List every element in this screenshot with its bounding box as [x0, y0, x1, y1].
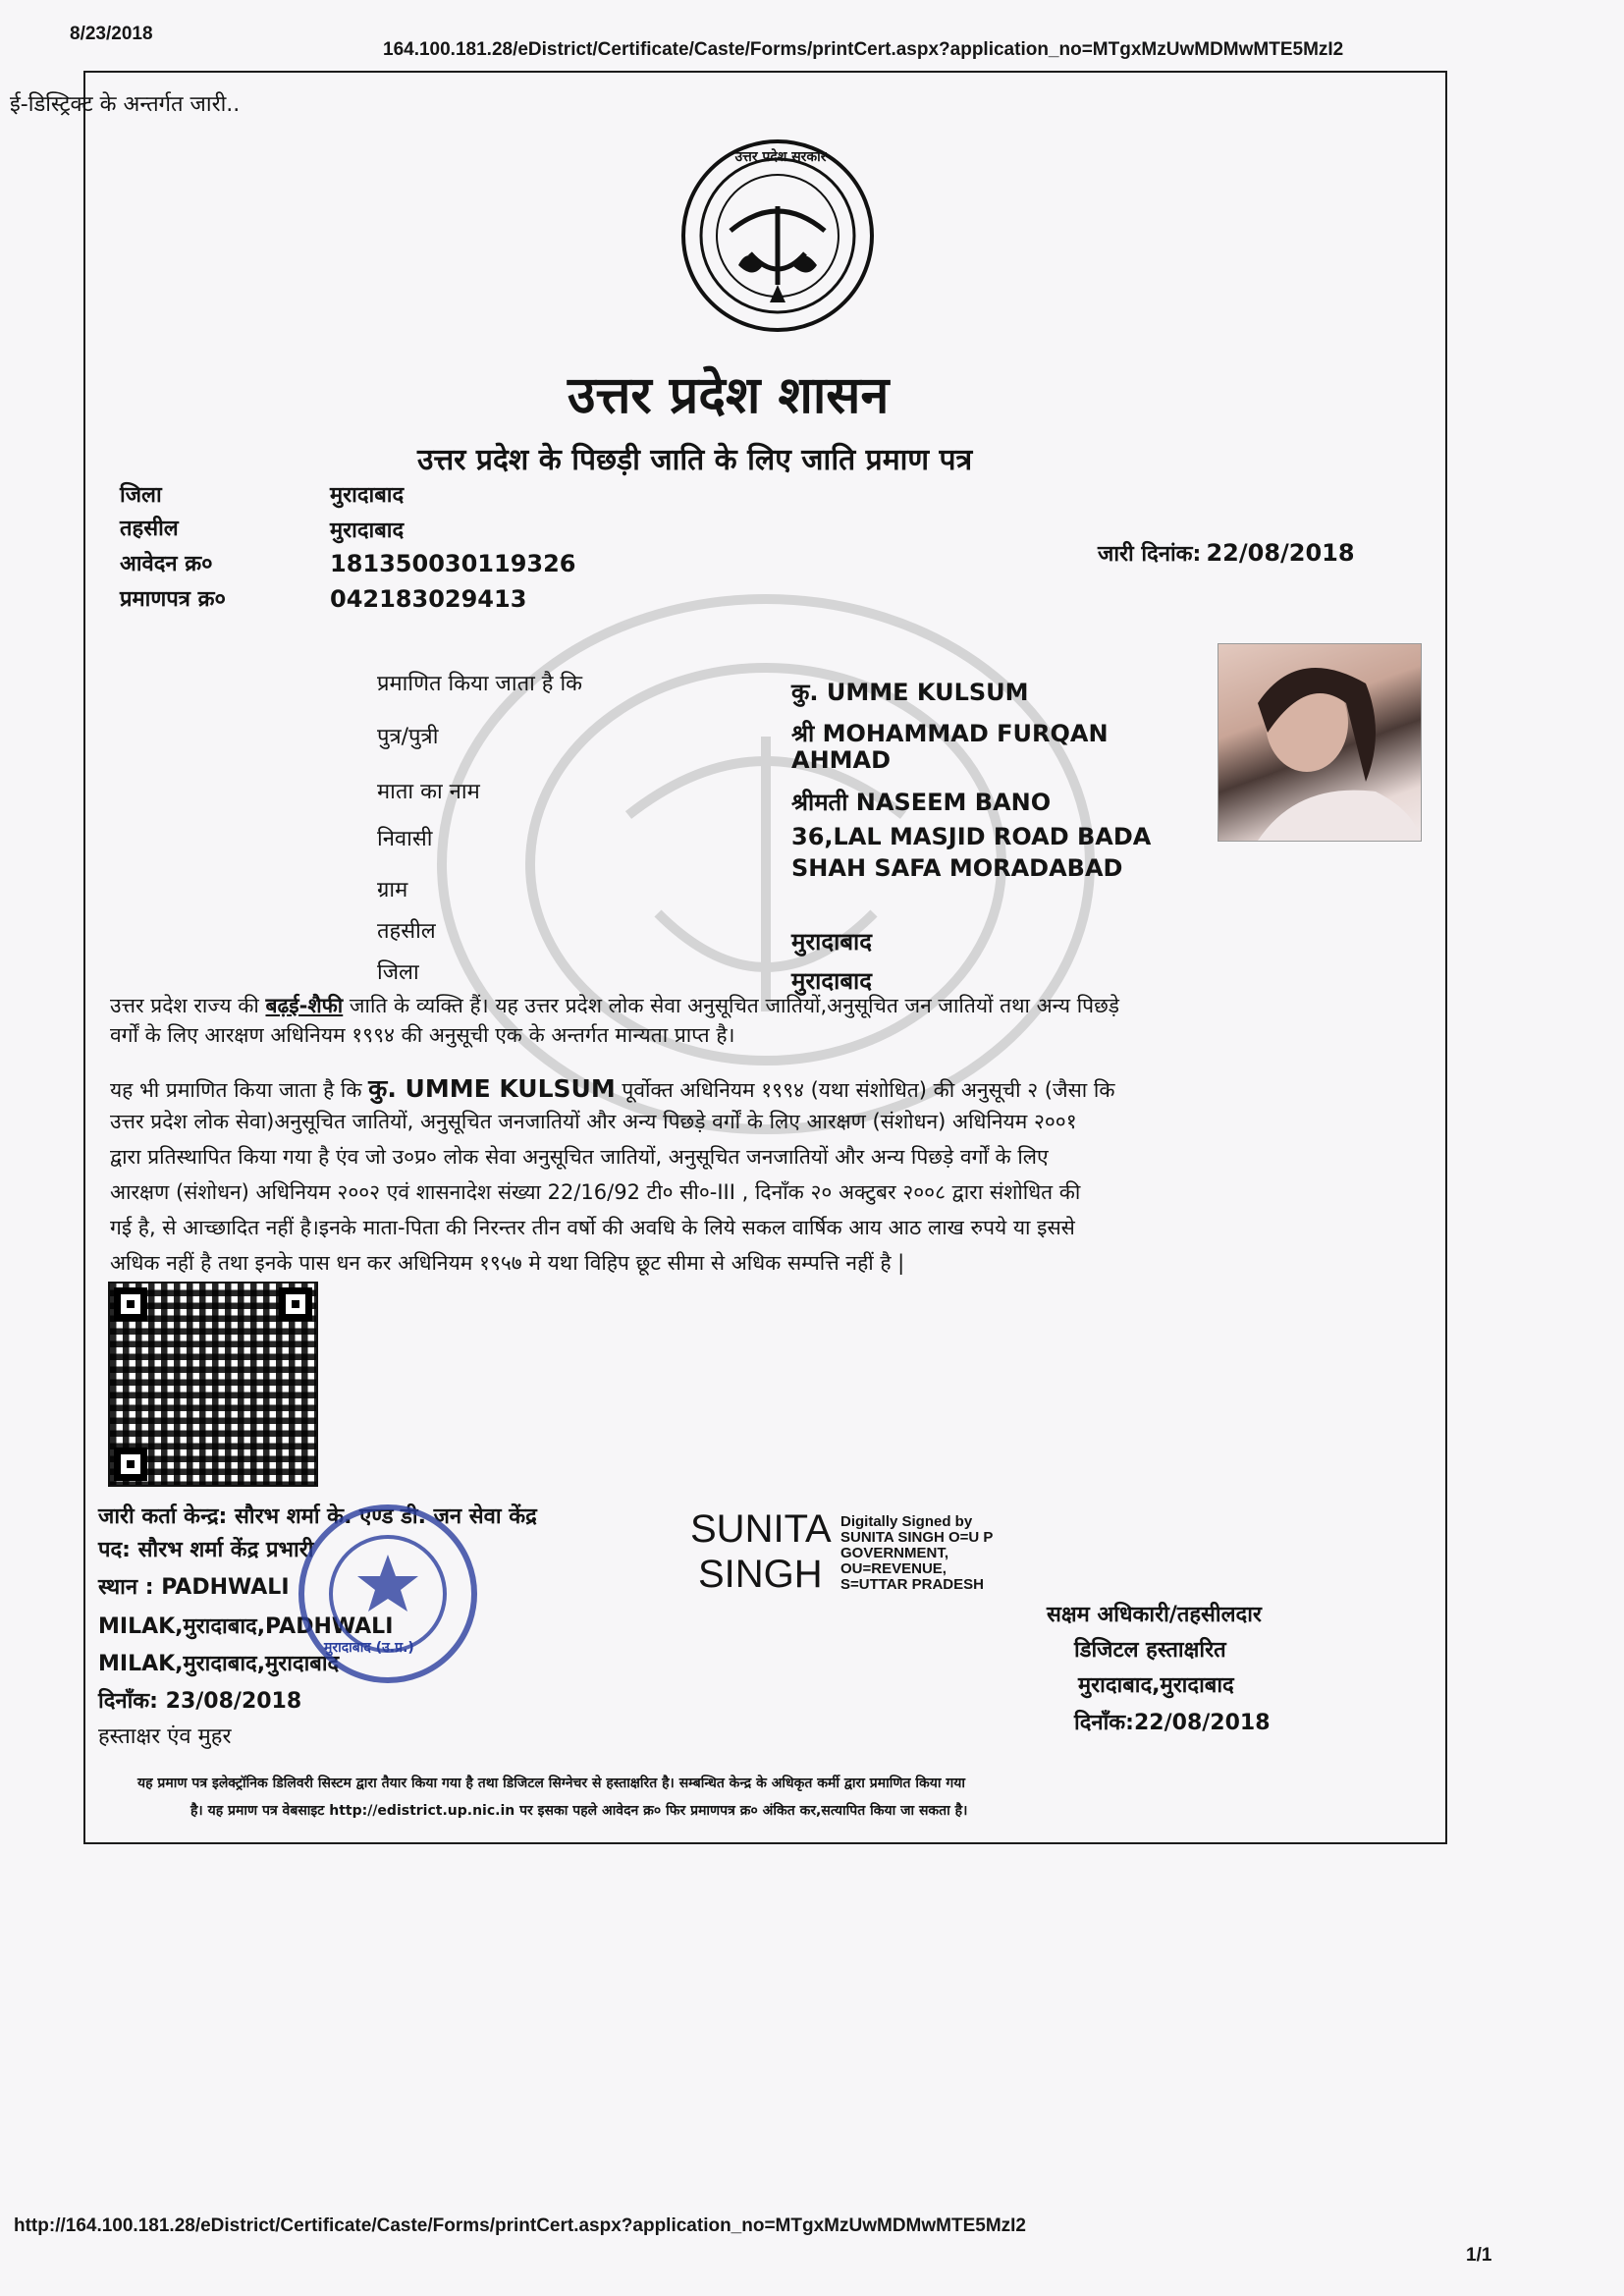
applicant-name: कु. UMME KULSUM	[791, 679, 1029, 706]
certificate-subtitle: उत्तर प्रदेश के पिछड़ी जाति के लिए जाति प्रमाण पत्र	[417, 443, 973, 477]
issued-under: ई-डिस्ट्रिक्ट के अन्तर्गत जारी..	[10, 92, 241, 117]
issue-date	[1098, 538, 1355, 568]
para2-line4: आरक्षण (संशोधन) अधिनियम २००२ एवं शासनादेश संख्या 22/16/92 टी० सी०-III , दिनाँक २० अक्टुबर २००८ द्वारा संशोधित की	[110, 1180, 1081, 1204]
para2-line3: द्वारा प्रतिस्थापित किया गया है एंव जो उ०प्र० लोक सेवा अनुसूचित जातियों, अनुसूचित जनजातियों और अन्य पिछड़े वर्गों के लिए	[110, 1145, 1049, 1169]
dsig-line1: Digitally Signed by	[840, 1513, 973, 1530]
para2-line2: उत्तर प्रदेश लोक सेवा)अनुसूचित जातियों, अनुसूचित जनजातियों और अन्य पिछड़े वर्गों के लिए आरक्षण (संशोधन) अधिनियम २००१	[110, 1110, 1077, 1133]
para2-text-b: पूर्वोक्त अधिनियम १९९४ (यथा संशोधित) की अनुसूची २ (जैसा कि	[615, 1078, 1115, 1102]
print-date: 8/23/2018	[70, 24, 153, 44]
relation-label: पुत्र/पुत्री	[377, 725, 439, 749]
tehsil2-value: मुरादाबाद	[791, 928, 873, 956]
tehsil2-label: तहसील	[377, 919, 436, 944]
authority-line3: मुरादाबाद,मुरादाबाद	[1078, 1673, 1234, 1698]
mother-label: माता का नाम	[377, 780, 480, 804]
digital-signature-block	[840, 1514, 993, 1593]
dsig-line4: OU=REVENUE,	[840, 1560, 947, 1577]
certify-label: प्रमाणित किया जाता है कि	[377, 672, 583, 696]
father-name-line1: श्री MOHAMMAD FURQAN	[791, 720, 1109, 747]
dsig-line3: GOVERNMENT,	[840, 1545, 949, 1561]
emblem-text: उत्तर प्रदेश सरकार	[734, 149, 827, 165]
para1-text-a: उत्तर प्रदेश राज्य की	[110, 994, 266, 1017]
authority-line2: डिजिटल हस्ताक्षरित	[1074, 1638, 1226, 1663]
para2-text-a: यह भी प्रमाणित किया जाता है कि	[110, 1078, 369, 1102]
stamp-text: मुरादाबाद (उ.प्र.)	[324, 1640, 414, 1656]
certificate-label: प्रमाणपत्र क्र०	[120, 587, 226, 612]
district-label: जिला	[120, 483, 162, 508]
authority-date: दिनाँक:22/08/2018	[1074, 1711, 1271, 1735]
signer-name-line2: SINGH	[698, 1553, 823, 1596]
person-photo-icon	[1218, 644, 1421, 841]
tehsil-value: मुरादाबाद	[330, 519, 405, 543]
application-number: 181350030119326	[330, 550, 576, 577]
village-label: ग्राम	[377, 878, 408, 902]
address-line1: 36,LAL MASJID ROAD BADA	[791, 823, 1152, 850]
sign-seal-label: हस्ताक्षर एंव मुहर	[98, 1724, 232, 1749]
dsig-line2: SUNITA SINGH O=U P	[840, 1529, 994, 1546]
issue-date-label: जारी दिनांक:	[1098, 542, 1202, 567]
caste-name: बढ़ई-शैफी	[265, 994, 344, 1017]
place-line3: MILAK,मुरादाबाद,मुरादाबाद	[98, 1652, 340, 1676]
footer-line2: है। यह प्रमाण पत्र वेबसाइट http://edistrict.up.nic.in पर इसका पहले आवेदन क्र० फिर प्रमाणपत्र क्र० अंकित कर,सत्यापित किया जा सकता है।	[190, 1803, 968, 1819]
district2-value: मुरादाबाद	[791, 967, 873, 995]
rubber-stamp-icon	[295, 1501, 481, 1687]
resident-label: निवासी	[377, 827, 433, 851]
dsig-line5: S=UTTAR PRADESH	[840, 1576, 984, 1593]
mother-name: श्रीमती NASEEM BANO	[791, 789, 1052, 816]
print-url-top: 164.100.181.28/eDistrict/Certificate/Caste/Forms/printCert.aspx?application_no=MTgxMzUwMDMwMTE5MzI2	[383, 39, 1344, 60]
para2-line6: अधिक नहीं है तथा इनके पास धन कर अधिनियम १९५७ मे यथा विहिप छूट सीमा से अधिक सम्पत्ति नहीं है |	[110, 1251, 905, 1275]
application-label: आवेदन क्र०	[120, 552, 213, 576]
authority-line1: सक्षम अधिकारी/तहसीलदार	[1047, 1603, 1262, 1627]
certificate-title: उत्तर प्रदेश शासन	[568, 366, 890, 425]
centre-date: दिनाँक: 23/08/2018	[98, 1689, 302, 1714]
qr-code-icon[interactable]	[108, 1282, 318, 1487]
place-line1: स्थान : PADHWALI	[98, 1575, 290, 1600]
up-emblem-icon	[679, 137, 876, 334]
tehsil-label: तहसील	[120, 517, 179, 541]
signer-name	[690, 1506, 832, 1597]
certificate-number: 042183029413	[330, 585, 527, 613]
para1-line2: वर्गों के लिए आरक्षण अधिनियम १९९४ की अनुसूची एक के अन्तर्गत मान्यता प्राप्त है।	[110, 1023, 735, 1047]
district-value: मुरादाबाद	[330, 483, 405, 508]
place-line2: MILAK,मुरादाबाद,PADHWALI	[98, 1614, 394, 1639]
post-line: पद: सौरभ शर्मा केंद्र प्रभारी	[98, 1538, 314, 1562]
father-name-line2: AHMAD	[791, 746, 892, 774]
para2-line5: गई है, से आच्छादित नहीं है।इनके माता-पिता की निरन्तर तीन वर्षो की अवधि के लिये सकल वार्षिक आय आठ लाख रुपये या इससे	[110, 1216, 1075, 1239]
print-page-number: 1/1	[1466, 2245, 1492, 2266]
para2-name: कु. UMME KULSUM	[368, 1074, 616, 1103]
district2-label: जिला	[377, 960, 419, 985]
issue-date-value: 22/08/2018	[1206, 539, 1355, 567]
centre-line: जारी कर्ता केन्द्र: सौरभ शर्मा के. एण्ड डी. जन सेवा केंद्र	[98, 1504, 537, 1529]
para1-line1	[110, 992, 1119, 1020]
print-url-bottom: http://164.100.181.28/eDistrict/Certificate/Caste/Forms/printCert.aspx?application_no=MTgxMzUwMDMwMTE5MzI2	[14, 2215, 1026, 2236]
footer-line1: यह प्रमाण पत्र इलेक्ट्रॉनिक डिलिवरी सिस्टम द्वारा तैयार किया गया है तथा डिजिटल सिग्नेचर से हस्ताक्षरित है। सम्बन्धित केन्द्र के अधिकृत कर्मी द्वारा प्रमाणित किया गया	[137, 1776, 965, 1791]
address-line2: SHAH SAFA MORADABAD	[791, 854, 1123, 882]
para2-line1	[110, 1074, 1114, 1105]
applicant-photo	[1218, 643, 1422, 842]
para1-text-b: जाति के व्यक्ति हैं। यह उत्तर प्रदेश लोक सेवा अनुसूचित जातियों,अनुसूचित जन जातियों तथा अन्य पिछड़े	[343, 994, 1120, 1017]
signer-name-line1: SUNITA	[690, 1507, 832, 1551]
